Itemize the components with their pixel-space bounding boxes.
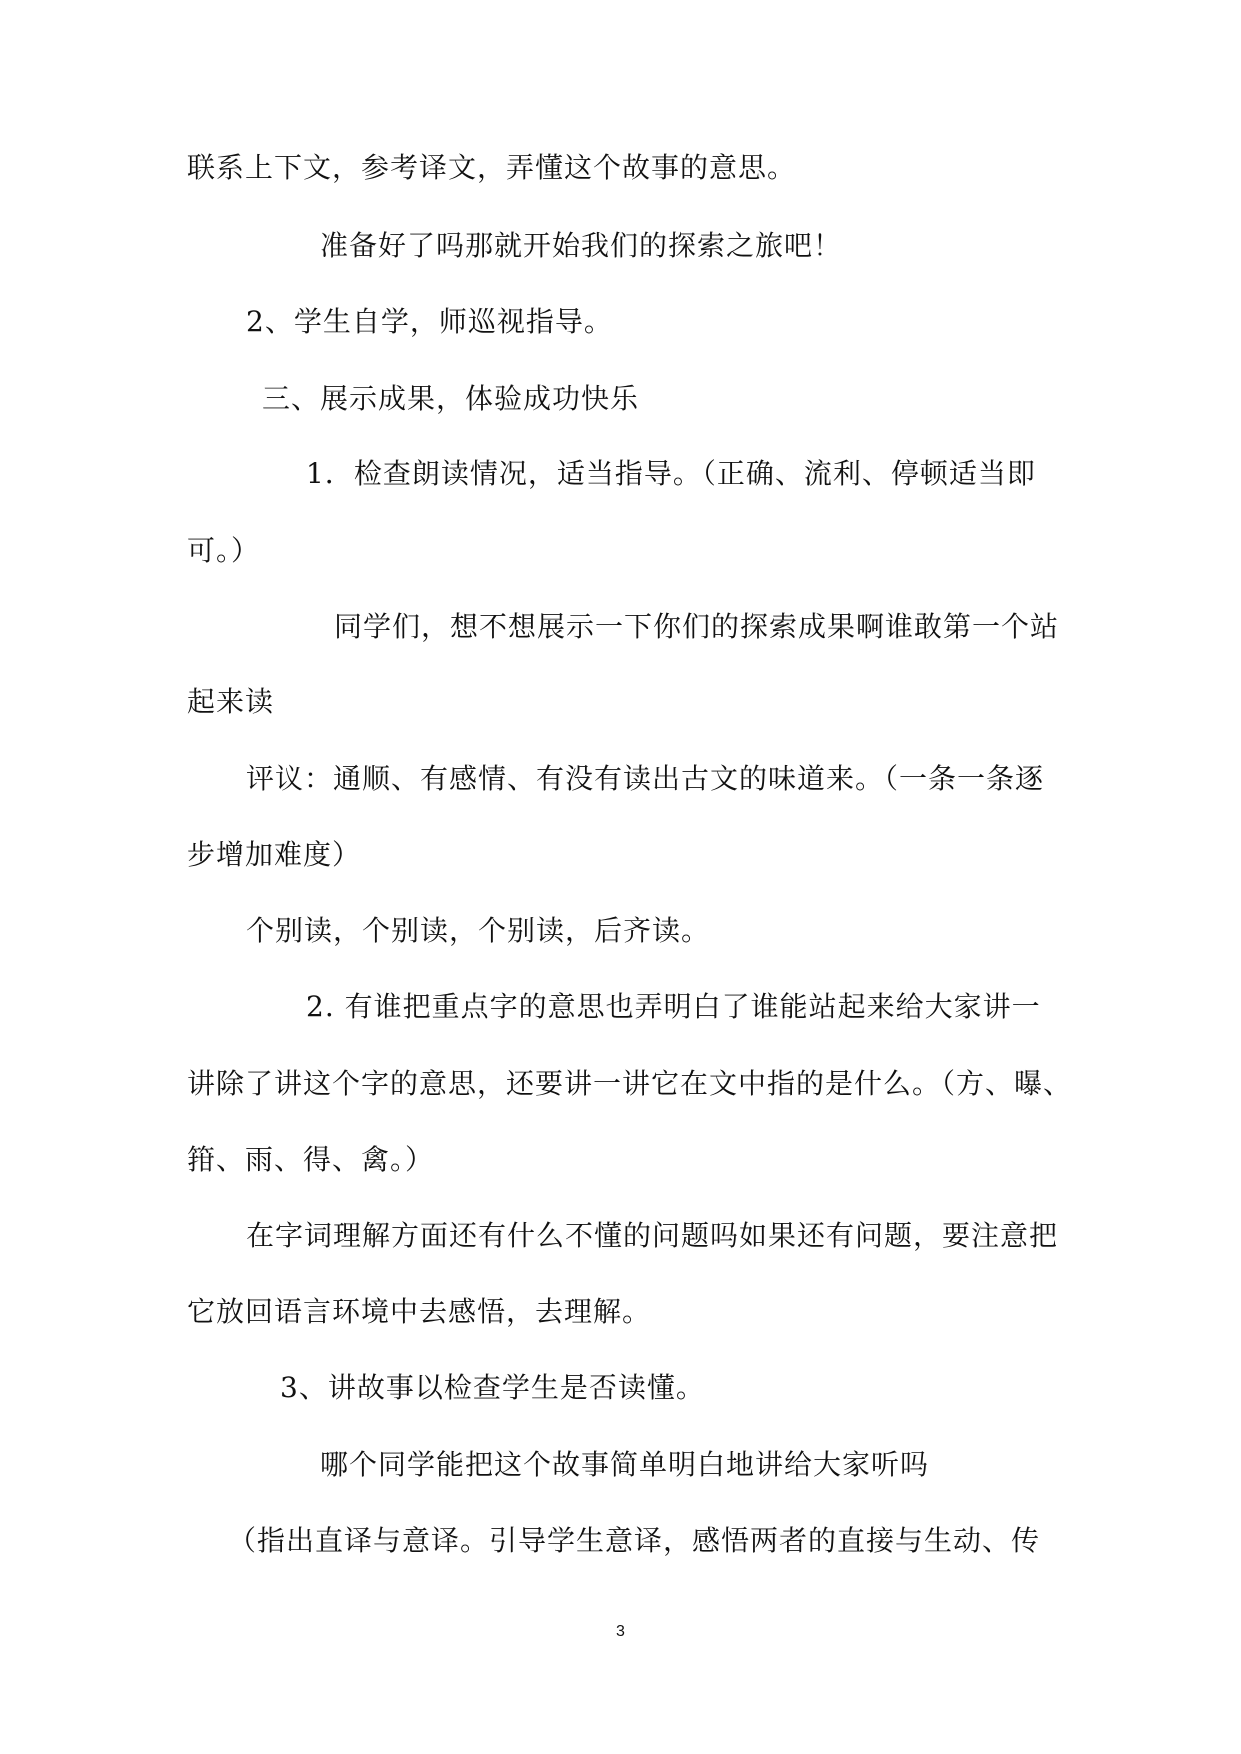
text-line: 评议：通顺、有感情、有没有读出古文的味道来。（一条一条逐 [246, 762, 1045, 795]
text-line: 个别读，个别读，个别读，后齐读。 [246, 914, 711, 947]
text-line: 讲除了讲这个字的意思，还要讲一讲它在文中指的是什么。（方、曝、 [187, 1067, 1073, 1100]
text-line: 步增加难度） [187, 838, 362, 871]
text-line: 它放回语言环境中去感悟，去理解。 [187, 1295, 652, 1328]
text-line: 1．检查朗读情况，适当指导。（正确、流利、停顿适当即 [306, 457, 1036, 490]
section-heading: 三、展示成果，体验成功快乐 [262, 382, 640, 415]
text-line: 准备好了吗那就开始我们的探索之旅吧！ [320, 229, 843, 262]
text-line: 箝、雨、得、禽。） [187, 1143, 435, 1176]
text-line: 同学们，想不想展示一下你们的探索成果啊谁敢第一个站 [334, 610, 1060, 643]
text-line: 在字词理解方面还有什么不懂的问题吗如果还有问题，要注意把 [246, 1219, 1059, 1252]
text-line: 联系上下文，参考译文，弄懂这个故事的意思。 [187, 151, 797, 184]
text-line: （指出直译与意译。引导学生意译，感悟两者的直接与生动、传 [228, 1524, 1041, 1557]
text-line: 哪个同学能把这个故事简单明白地讲给大家听吗 [320, 1448, 930, 1481]
text-line: 起来读 [187, 685, 275, 718]
text-line: 2. 有谁把重点字的意思也弄明白了谁能站起来给大家讲一 [306, 990, 1041, 1023]
text-line: 3、讲故事以检查学生是否读懂。 [280, 1371, 705, 1404]
text-line: 2、学生自学，师巡视指导。 [246, 305, 613, 338]
text-line: 可。） [187, 534, 261, 567]
page-number: 3 [616, 1623, 625, 1640]
